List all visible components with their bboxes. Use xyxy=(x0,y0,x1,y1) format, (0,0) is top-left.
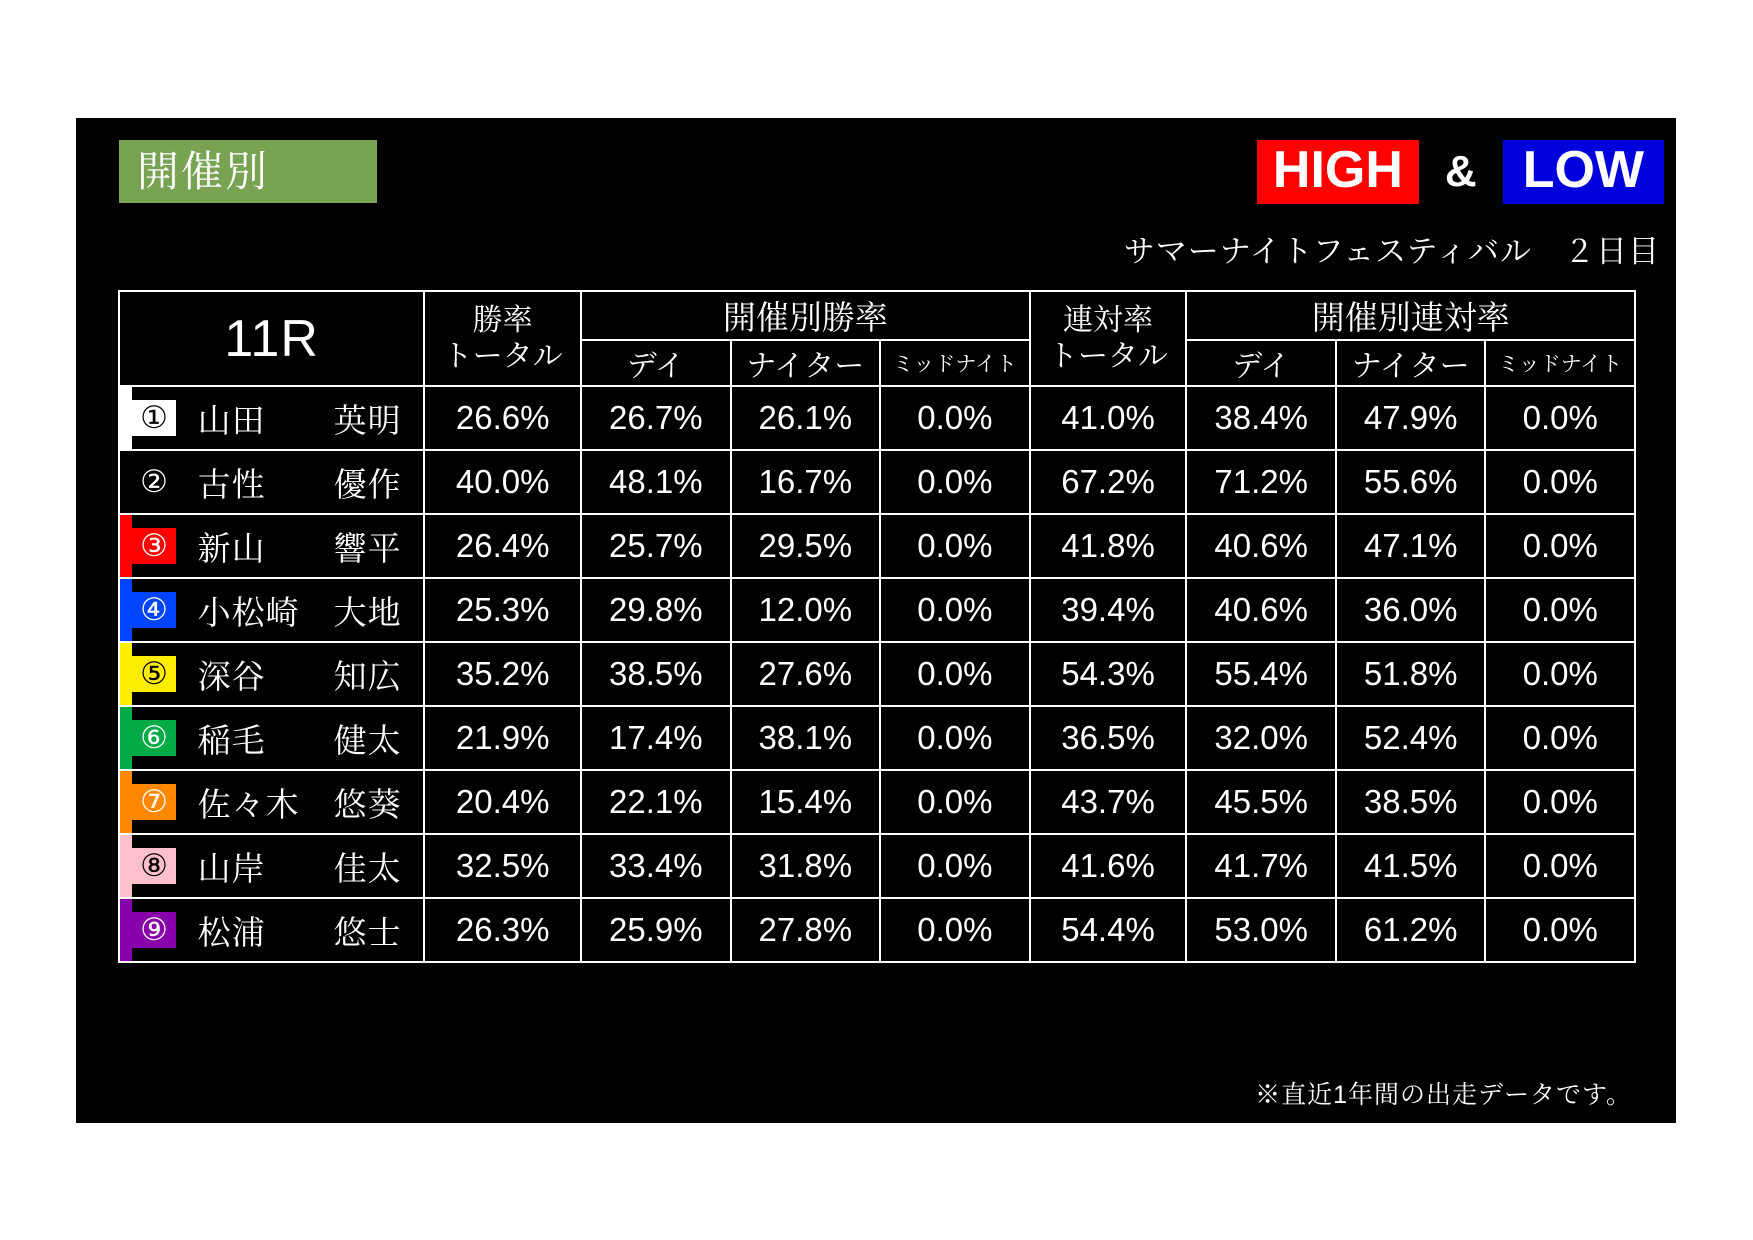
ampersand-label: & xyxy=(1444,147,1477,196)
cell-win-midnight: 0.0% xyxy=(880,386,1030,450)
header-win-group: 開催別勝率 xyxy=(581,291,1030,340)
stats-panel xyxy=(76,118,1676,1123)
racer-cell xyxy=(119,578,424,642)
cell-win-day: 25.7% xyxy=(581,514,731,578)
racer-number: ⑧ xyxy=(132,848,176,884)
high-low-badges xyxy=(1257,140,1664,204)
cell-win-day: 38.5% xyxy=(581,642,731,706)
cell-win-midnight: 0.0% xyxy=(880,578,1030,642)
header-place-midnight: ミッドナイト xyxy=(1485,340,1635,386)
table-row xyxy=(119,770,1635,834)
header-win-total-line2: トータル xyxy=(442,339,563,373)
cell-win-total: 26.3% xyxy=(424,898,581,962)
cell-place-total: 39.4% xyxy=(1030,578,1187,642)
racer-cell xyxy=(119,514,424,578)
cell-place-day: 45.5% xyxy=(1186,770,1336,834)
cell-win-night: 31.8% xyxy=(731,834,881,898)
cell-place-midnight: 0.0% xyxy=(1485,706,1635,770)
cell-win-night: 29.5% xyxy=(731,514,881,578)
header-win-total xyxy=(424,291,581,386)
stats-table xyxy=(118,290,1636,963)
frame-color-bar xyxy=(120,451,132,513)
cell-win-midnight: 0.0% xyxy=(880,642,1030,706)
header-place-day: デイ xyxy=(1186,340,1336,386)
cell-win-night: 27.6% xyxy=(731,642,881,706)
cell-place-night: 38.5% xyxy=(1336,770,1486,834)
cell-place-midnight: 0.0% xyxy=(1485,450,1635,514)
cell-place-midnight: 0.0% xyxy=(1485,642,1635,706)
high-badge: HIGH xyxy=(1257,140,1419,204)
cell-place-total: 41.6% xyxy=(1030,834,1187,898)
cell-win-total: 26.4% xyxy=(424,514,581,578)
racer-cell xyxy=(119,642,424,706)
cell-place-total: 41.8% xyxy=(1030,514,1187,578)
racer-cell xyxy=(119,706,424,770)
racer-number: ⑦ xyxy=(132,784,176,820)
cell-place-total: 54.4% xyxy=(1030,898,1187,962)
category-tag: 開催別 xyxy=(119,140,377,203)
cell-place-night: 47.9% xyxy=(1336,386,1486,450)
racer-name: 山田 英明 xyxy=(197,401,402,439)
racer-name: 新山 響平 xyxy=(197,529,402,567)
cell-win-midnight: 0.0% xyxy=(880,898,1030,962)
frame-color-bar xyxy=(120,387,132,449)
racer-name: 小松崎 大地 xyxy=(197,593,402,631)
event-subtitle: サマーナイトフェスティバル ２日目 xyxy=(1123,234,1660,269)
racer-name: 山岸 佳太 xyxy=(197,849,402,887)
table-row xyxy=(119,706,1635,770)
table-row xyxy=(119,642,1635,706)
racer-name: 佐々木 悠葵 xyxy=(197,785,402,823)
racer-cell xyxy=(119,450,424,514)
cell-place-day: 40.6% xyxy=(1186,578,1336,642)
header-win-total-line1: 勝率 xyxy=(472,303,533,337)
panel-header xyxy=(76,118,1676,269)
cell-place-midnight: 0.0% xyxy=(1485,898,1635,962)
frame-color-bar xyxy=(120,835,132,897)
cell-win-total: 20.4% xyxy=(424,770,581,834)
cell-place-day: 40.6% xyxy=(1186,514,1336,578)
cell-win-total: 26.6% xyxy=(424,386,581,450)
cell-win-day: 33.4% xyxy=(581,834,731,898)
cell-place-night: 41.5% xyxy=(1336,834,1486,898)
header-place-total-line1: 連対率 xyxy=(1063,303,1154,337)
cell-place-day: 38.4% xyxy=(1186,386,1336,450)
racer-number: ⑨ xyxy=(132,912,176,948)
racer-name: 深谷 知広 xyxy=(197,657,402,695)
racer-number: ⑤ xyxy=(132,656,176,692)
cell-place-midnight: 0.0% xyxy=(1485,770,1635,834)
cell-place-day: 32.0% xyxy=(1186,706,1336,770)
race-label: 11R xyxy=(119,291,424,386)
table-row xyxy=(119,386,1635,450)
racer-number: ② xyxy=(132,464,176,500)
racer-number: ③ xyxy=(132,528,176,564)
cell-win-night: 27.8% xyxy=(731,898,881,962)
cell-place-night: 55.6% xyxy=(1336,450,1486,514)
header-win-midnight: ミッドナイト xyxy=(880,340,1030,386)
racer-name: 松浦 悠士 xyxy=(197,913,402,951)
cell-place-night: 52.4% xyxy=(1336,706,1486,770)
cell-place-midnight: 0.0% xyxy=(1485,514,1635,578)
cell-place-night: 61.2% xyxy=(1336,898,1486,962)
cell-win-midnight: 0.0% xyxy=(880,514,1030,578)
cell-place-night: 51.8% xyxy=(1336,642,1486,706)
cell-win-total: 25.3% xyxy=(424,578,581,642)
cell-win-night: 38.1% xyxy=(731,706,881,770)
cell-win-night: 15.4% xyxy=(731,770,881,834)
cell-place-day: 55.4% xyxy=(1186,642,1336,706)
cell-place-night: 36.0% xyxy=(1336,578,1486,642)
cell-win-day: 29.8% xyxy=(581,578,731,642)
header-place-night: ナイター xyxy=(1336,340,1486,386)
table-row xyxy=(119,514,1635,578)
stats-table-body xyxy=(119,386,1635,962)
racer-number: ④ xyxy=(132,592,176,628)
cell-win-day: 48.1% xyxy=(581,450,731,514)
cell-place-total: 67.2% xyxy=(1030,450,1187,514)
table-row xyxy=(119,450,1635,514)
cell-win-night: 12.0% xyxy=(731,578,881,642)
cell-win-day: 25.9% xyxy=(581,898,731,962)
cell-win-total: 32.5% xyxy=(424,834,581,898)
frame-color-bar xyxy=(120,643,132,705)
cell-place-midnight: 0.0% xyxy=(1485,386,1635,450)
header-win-night: ナイター xyxy=(731,340,881,386)
cell-win-midnight: 0.0% xyxy=(880,450,1030,514)
racer-number: ⑥ xyxy=(132,720,176,756)
cell-place-day: 53.0% xyxy=(1186,898,1336,962)
cell-win-midnight: 0.0% xyxy=(880,706,1030,770)
header-place-total-line2: トータル xyxy=(1048,339,1169,373)
cell-win-total: 35.2% xyxy=(424,642,581,706)
racer-cell xyxy=(119,770,424,834)
frame-color-bar xyxy=(120,707,132,769)
cell-win-day: 17.4% xyxy=(581,706,731,770)
cell-place-midnight: 0.0% xyxy=(1485,834,1635,898)
header-win-day: デイ xyxy=(581,340,731,386)
cell-place-midnight: 0.0% xyxy=(1485,578,1635,642)
header-place-total xyxy=(1030,291,1187,386)
cell-win-day: 22.1% xyxy=(581,770,731,834)
cell-place-total: 36.5% xyxy=(1030,706,1187,770)
cell-win-night: 16.7% xyxy=(731,450,881,514)
cell-place-total: 54.3% xyxy=(1030,642,1187,706)
cell-win-total: 40.0% xyxy=(424,450,581,514)
cell-win-night: 26.1% xyxy=(731,386,881,450)
cell-place-day: 71.2% xyxy=(1186,450,1336,514)
racer-cell xyxy=(119,386,424,450)
frame-color-bar xyxy=(120,899,132,961)
table-row xyxy=(119,898,1635,962)
table-row xyxy=(119,578,1635,642)
racer-name: 稲毛 健太 xyxy=(197,721,402,759)
racer-cell xyxy=(119,834,424,898)
header-place-group: 開催別連対率 xyxy=(1186,291,1635,340)
cell-win-midnight: 0.0% xyxy=(880,770,1030,834)
cell-win-day: 26.7% xyxy=(581,386,731,450)
cell-place-total: 43.7% xyxy=(1030,770,1187,834)
frame-color-bar xyxy=(120,771,132,833)
racer-name: 古性 優作 xyxy=(197,465,402,503)
frame-color-bar xyxy=(120,579,132,641)
low-badge: LOW xyxy=(1503,140,1664,204)
cell-place-day: 41.7% xyxy=(1186,834,1336,898)
racer-number: ① xyxy=(132,400,176,436)
table-row xyxy=(119,834,1635,898)
racer-cell xyxy=(119,898,424,962)
frame-color-bar xyxy=(120,515,132,577)
cell-place-night: 47.1% xyxy=(1336,514,1486,578)
footnote: ※直近1年間の出走データです。 xyxy=(1255,1081,1632,1109)
cell-win-total: 21.9% xyxy=(424,706,581,770)
cell-win-midnight: 0.0% xyxy=(880,834,1030,898)
cell-place-total: 41.0% xyxy=(1030,386,1187,450)
